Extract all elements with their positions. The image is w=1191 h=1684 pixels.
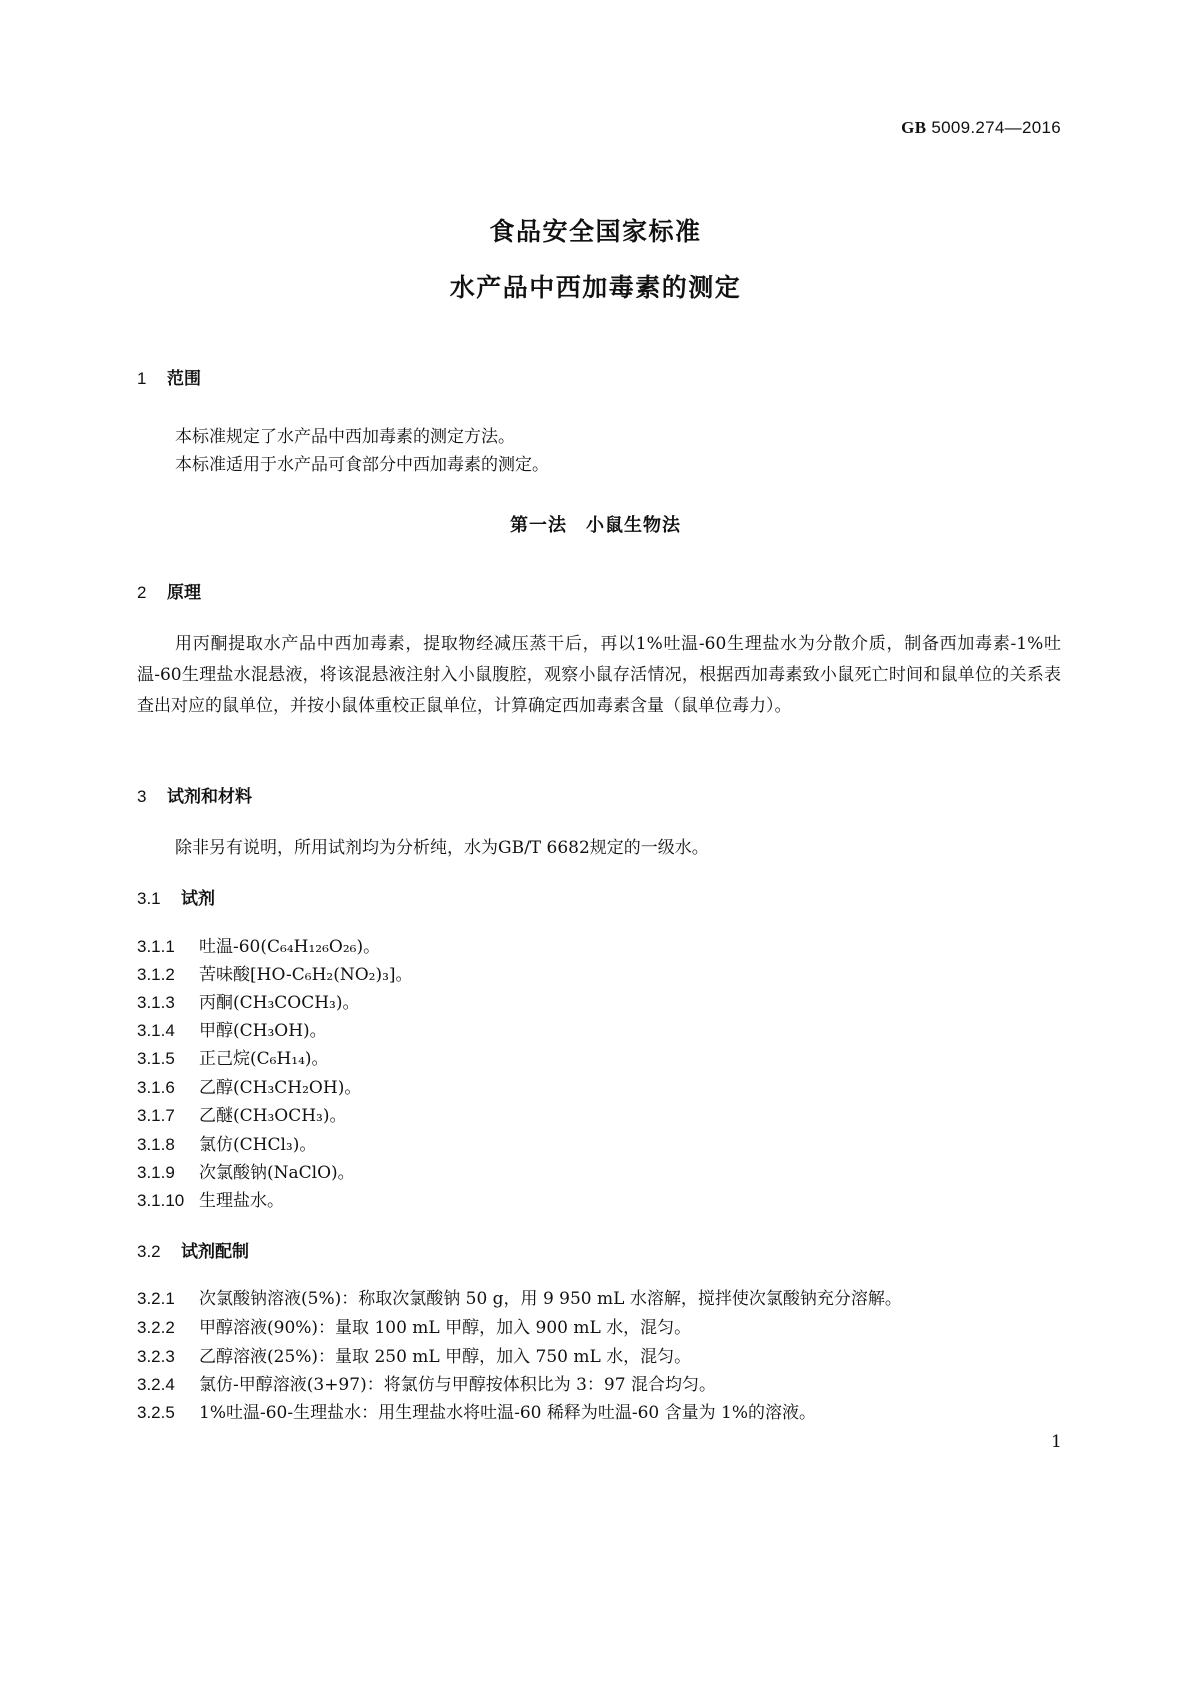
standard-number xyxy=(901,118,1061,138)
section-2-paragraph: 用丙酮提取水产品中西加毒素，提取物经减压蒸干后，再以1%吐温-60生理盐水为分散介质，制备西加毒素-1%吐温-60生理盐水混悬液，将该混悬液注射入小鼠腹腔，观察小鼠存活情况，根据西加毒素致小鼠死亡时间和鼠单位的关系表查出对应的鼠单位，并按小鼠体重校正鼠单位，计算确定西加毒素含量（鼠单位毒力）。 xyxy=(137,634,1061,716)
list-item: 3.1.6 乙醇(CH₃CH₂OH)。 xyxy=(137,1078,362,1098)
section-title: 试剂 xyxy=(181,889,215,909)
section-2-heading xyxy=(137,578,201,603)
page-number: 1 xyxy=(1051,1432,1062,1452)
list-item: 3.1.10 生理盐水。 xyxy=(137,1191,284,1211)
section-1-heading xyxy=(137,364,201,389)
list-item: 3.1.8 氯仿(CHCl₃)。 xyxy=(137,1135,317,1155)
section-number: 3.2 xyxy=(137,1242,161,1261)
section-3-paragraph: 除非另有说明，所用试剂均为分析纯，水为GB/T 6682规定的一级水。 xyxy=(175,838,709,858)
section-title: 范围 xyxy=(167,369,201,389)
section-title: 试剂和材料 xyxy=(167,787,252,807)
list-item: 3.2.1 次氯酸钠溶液(5%)：称取次氯酸钠 50 g，用 9 950 mL 水溶解，搅拌使次氯酸钠充分溶解。 xyxy=(137,1289,902,1309)
list-item: 3.1.5 正己烷(C₆H₁₄)。 xyxy=(137,1049,329,1069)
list-item: 3.1.2 苦味酸[HO-C₆H₂(NO₂)₃]。 xyxy=(137,965,413,985)
list-item: 3.1.9 次氯酸钠(NaClO)。 xyxy=(137,1163,355,1183)
section-1-paragraph-1: 本标准规定了水产品中西加毒素的测定方法。 xyxy=(175,427,515,447)
list-item: 3.1.1 吐温-60(C₆₄H₁₂₆O₂₆)。 xyxy=(137,937,381,957)
section-3-2-heading xyxy=(137,1237,249,1262)
section-number: 3 xyxy=(137,787,147,806)
list-item: 3.2.4 氯仿-甲醇溶液(3+97)：将氯仿与甲醇按体积比为 3：97 混合均匀。 xyxy=(137,1375,716,1395)
list-item: 3.2.3 乙醇溶液(25%)：量取 250 mL 甲醇，加入 750 mL 水，混匀。 xyxy=(137,1347,692,1367)
standard-prefix: GB xyxy=(901,118,927,137)
list-item: 3.1.4 甲醇(CH₃OH)。 xyxy=(137,1021,327,1041)
standard-code: 5009.274—2016 xyxy=(931,118,1061,137)
list-item: 3.2.5 1%吐温-60-生理盐水：用生理盐水将吐温-60 稀释为吐温-60 含量为 1%的溶液。 xyxy=(137,1403,817,1423)
section-number: 1 xyxy=(137,369,147,388)
section-number: 2 xyxy=(137,583,147,602)
section-title: 试剂配制 xyxy=(181,1242,249,1262)
section-3-1-heading xyxy=(137,884,215,909)
section-3-heading xyxy=(137,782,252,807)
document-title-line2: 水产品中西加毒素的测定 xyxy=(449,273,742,302)
document-title-line1: 食品安全国家标准 xyxy=(489,217,702,246)
section-number: 3.1 xyxy=(137,889,161,908)
list-item: 3.2.2 甲醇溶液(90%)：量取 100 mL 甲醇，加入 900 mL 水，混匀。 xyxy=(137,1318,692,1338)
section-1-paragraph-2: 本标准适用于水产品可食部分中西加毒素的测定。 xyxy=(175,455,549,475)
list-item: 3.1.7 乙醚(CH₃OCH₃)。 xyxy=(137,1106,347,1126)
method-heading: 第一法 小鼠生物法 xyxy=(510,515,681,536)
list-item: 3.1.3 丙酮(CH₃COCH₃)。 xyxy=(137,993,360,1013)
section-title: 原理 xyxy=(167,583,201,603)
